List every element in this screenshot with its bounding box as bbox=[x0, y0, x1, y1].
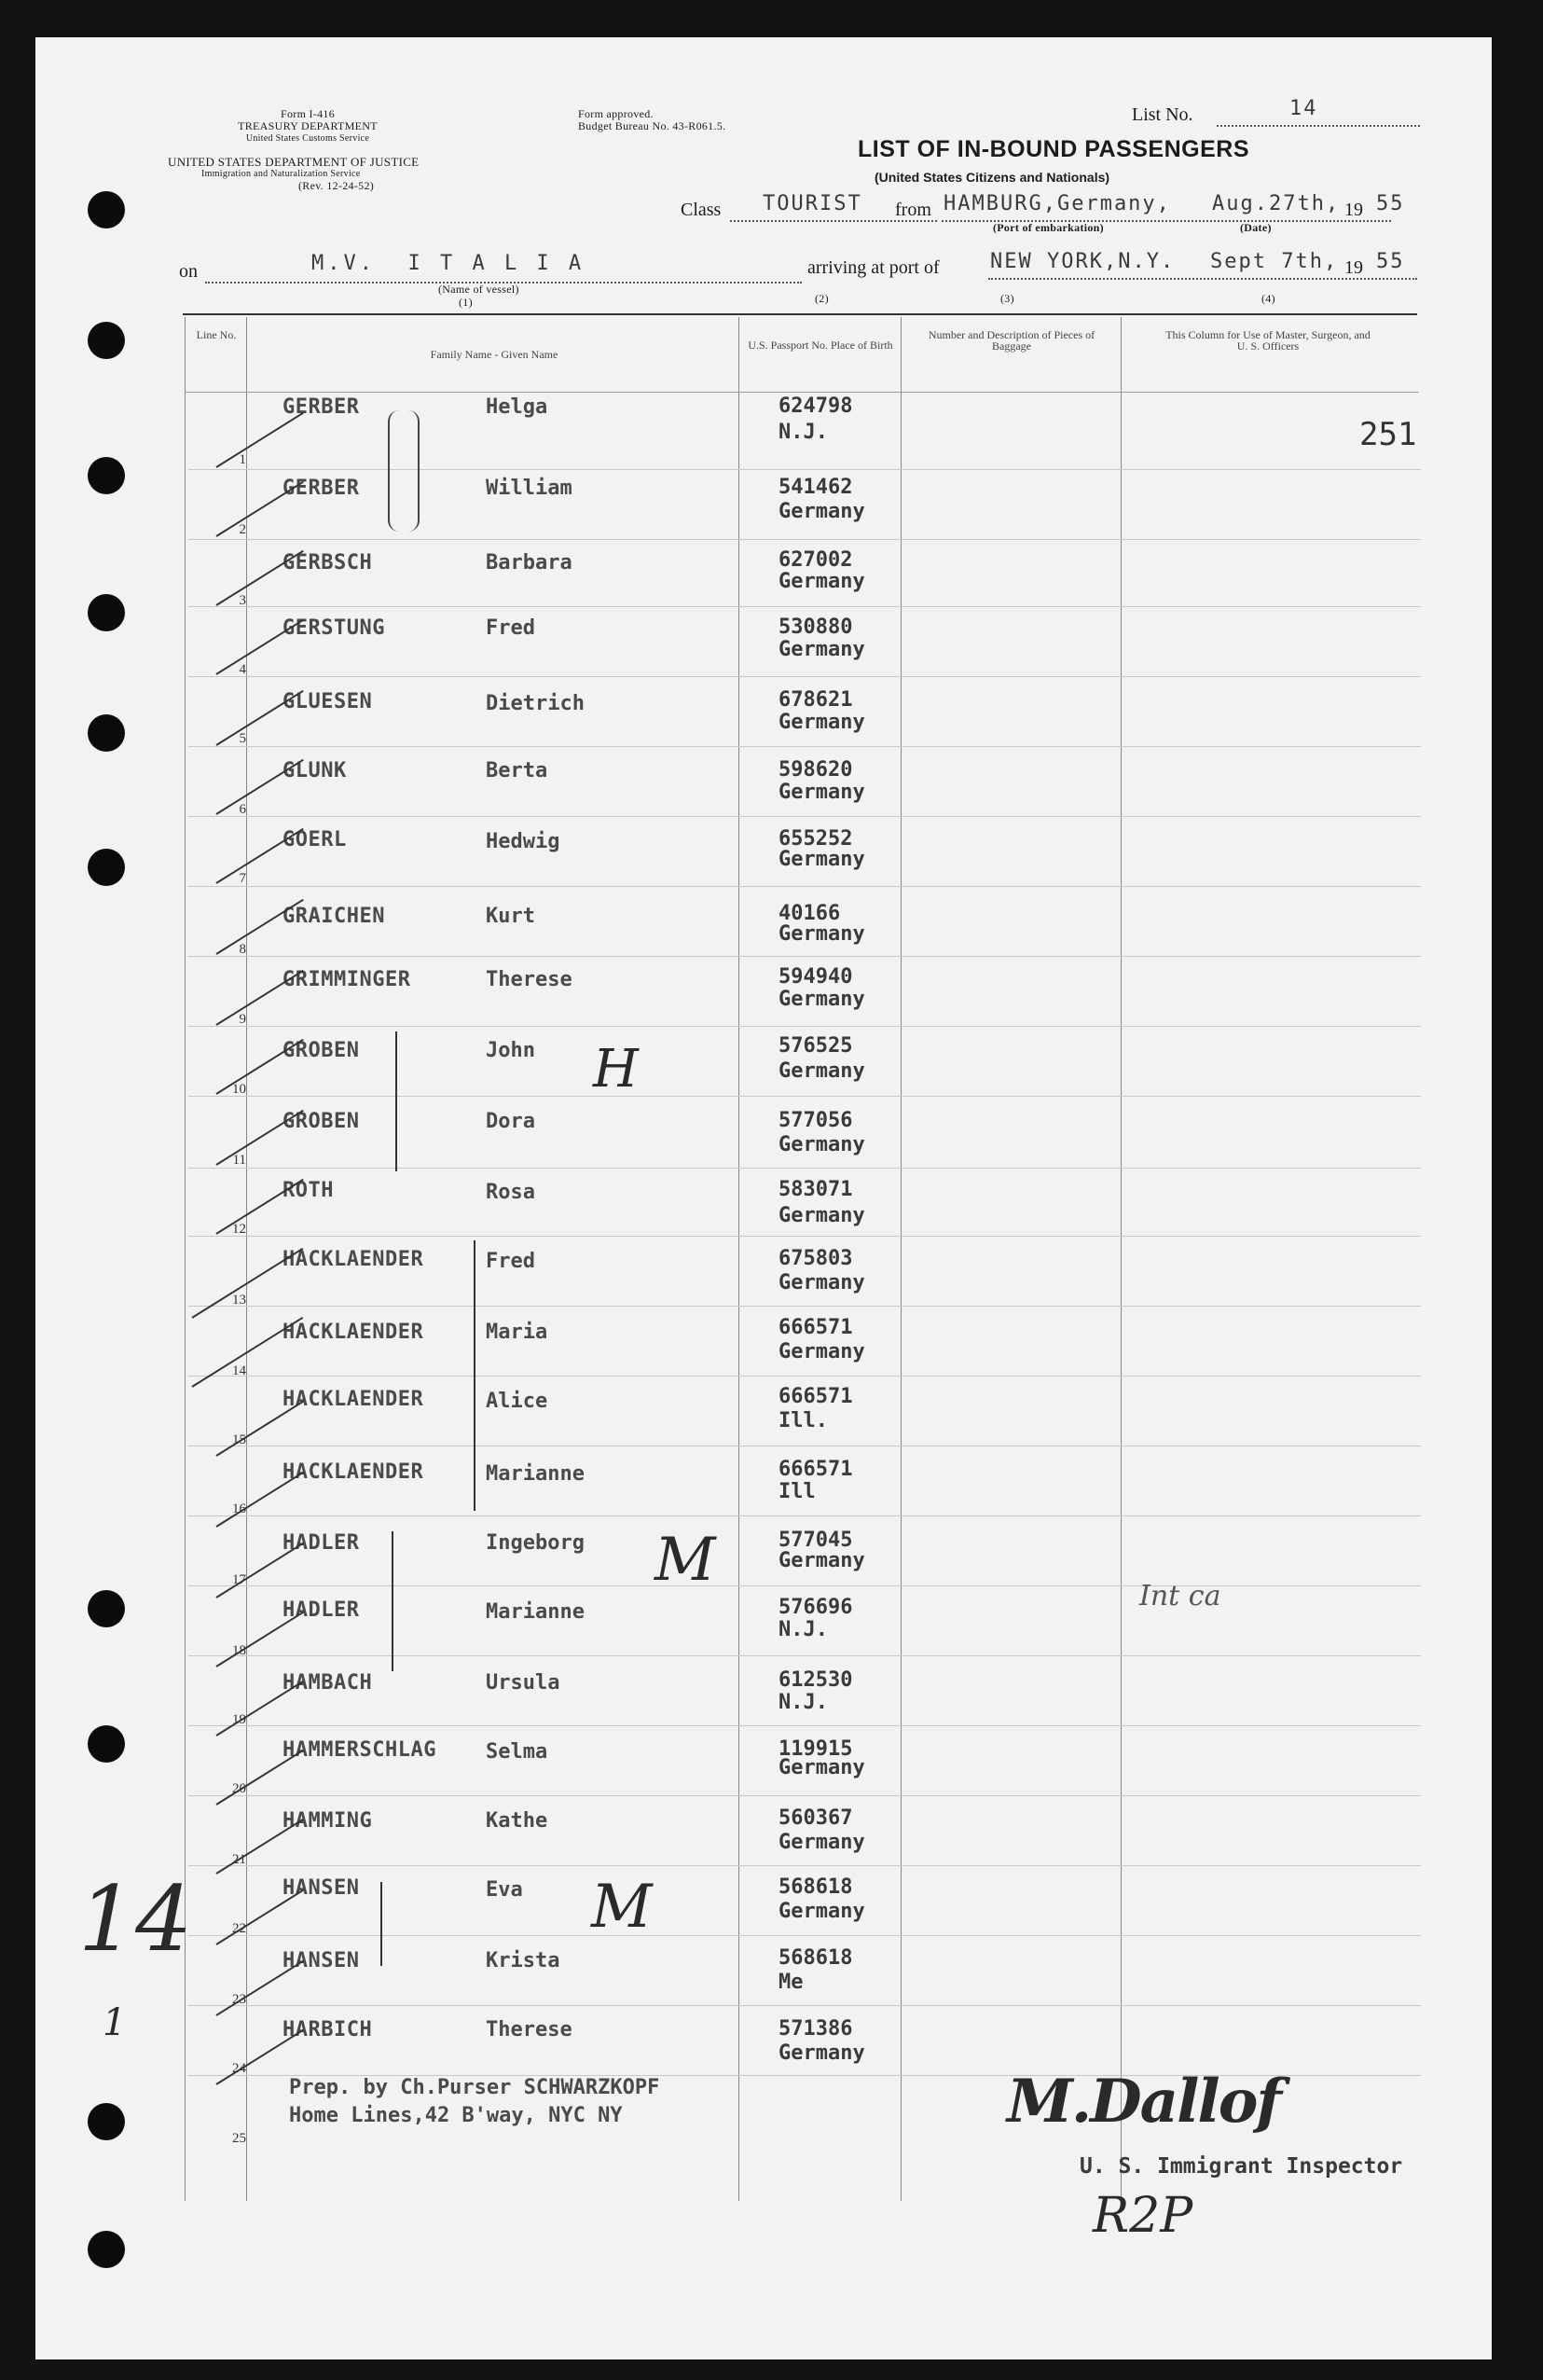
given-name: Therese bbox=[486, 2018, 572, 2041]
col-header-passport: U.S. Passport No. Place of Birth bbox=[748, 339, 893, 352]
passport-number: 577056 bbox=[778, 1109, 853, 1132]
stamp-number: 251 bbox=[1359, 416, 1417, 453]
family-bracket bbox=[474, 1240, 475, 1511]
row-rule bbox=[188, 746, 1421, 747]
family-name: HAMMING bbox=[282, 1809, 373, 1833]
passport-number: 594940 bbox=[778, 965, 853, 989]
given-name: Berta bbox=[486, 759, 548, 782]
line-number: 19 bbox=[232, 1712, 246, 1727]
list-number-label: List No. bbox=[1132, 104, 1193, 125]
family-name: HACKLAENDER bbox=[282, 1248, 424, 1271]
form-revision: (Rev. 12-24-52) bbox=[298, 179, 375, 192]
place-of-birth: Ill. bbox=[778, 1409, 828, 1432]
line-number: 24 bbox=[232, 2061, 246, 2076]
ins-service: Immigration and Naturalization Service bbox=[201, 169, 361, 179]
place-of-birth: Germany bbox=[778, 1756, 865, 1779]
line-number: 4 bbox=[239, 662, 246, 677]
list-number-value: 14 bbox=[1289, 97, 1318, 120]
given-name: Eva bbox=[486, 1878, 523, 1902]
binder-hole bbox=[88, 457, 125, 494]
family-name: GRAICHEN bbox=[282, 905, 385, 928]
line-number: 18 bbox=[232, 1643, 246, 1658]
binder-hole bbox=[88, 2231, 125, 2268]
line-number: 23 bbox=[232, 1992, 246, 2007]
handwritten-note: Int ca bbox=[1139, 1580, 1221, 1612]
given-name: Krista bbox=[486, 1949, 560, 1972]
place-of-birth: Germany bbox=[778, 1059, 865, 1083]
line-number: 13 bbox=[232, 1293, 246, 1308]
row-rule bbox=[188, 1935, 1421, 1936]
col-divider-baggage bbox=[1121, 317, 1122, 2201]
form-approved: Form approved. bbox=[578, 107, 654, 120]
inspector-signature: M.Dallof bbox=[1007, 2067, 1280, 2137]
given-name: Kurt bbox=[486, 905, 535, 928]
line-number: 5 bbox=[239, 731, 246, 746]
treasury-dept: TREASURY DEPARTMENT bbox=[238, 119, 378, 132]
margin-number: 14 bbox=[78, 1867, 193, 1972]
family-name: GOERL bbox=[282, 828, 347, 851]
family-bracket bbox=[395, 1031, 397, 1171]
place-of-birth: Germany bbox=[778, 2041, 865, 2065]
place-of-birth: Germany bbox=[778, 1831, 865, 1854]
inspector-title: U. S. Immigrant Inspector bbox=[1080, 2154, 1403, 2179]
passport-number: 571386 bbox=[778, 2017, 853, 2041]
given-name: Dora bbox=[486, 1110, 535, 1133]
passport-number: 577045 bbox=[778, 1529, 853, 1552]
row-rule bbox=[188, 606, 1421, 607]
line-number: 1 bbox=[239, 452, 246, 467]
binder-hole bbox=[88, 1590, 125, 1627]
line-number: 9 bbox=[239, 1012, 246, 1027]
date-caption: (Date) bbox=[1240, 221, 1272, 234]
place-of-birth: Germany bbox=[778, 1133, 865, 1156]
given-name: Maria bbox=[486, 1321, 548, 1344]
page-subtitle: (United States Citizens and Nationals) bbox=[875, 170, 1110, 185]
port-embarkation-caption: (Port of embarkation) bbox=[993, 221, 1104, 234]
row-rule bbox=[188, 956, 1421, 957]
given-name: Ursula bbox=[486, 1671, 560, 1695]
place-of-birth: N.J. bbox=[778, 421, 828, 444]
family-name: GRIMMINGER bbox=[282, 968, 411, 991]
family-name: HACKLAENDER bbox=[282, 1388, 424, 1411]
row-rule bbox=[188, 1096, 1421, 1097]
vessel-name: M.V. I T A L I A bbox=[311, 252, 586, 275]
row-rule bbox=[188, 816, 1421, 817]
family-name: HADLER bbox=[282, 1531, 360, 1555]
family-name: HANSEN bbox=[282, 1876, 360, 1900]
family-name: ROTH bbox=[282, 1179, 334, 1202]
from-label: from bbox=[895, 200, 931, 220]
row-rule bbox=[188, 1585, 1421, 1586]
year-prefix-2: 19 bbox=[1344, 257, 1363, 278]
row-rule bbox=[188, 1236, 1421, 1237]
row-rule bbox=[188, 1515, 1421, 1516]
passport-number: 568618 bbox=[778, 1946, 853, 1970]
given-name: Rosa bbox=[486, 1181, 535, 1204]
passport-number: 576525 bbox=[778, 1034, 853, 1058]
col-divider-name bbox=[738, 317, 739, 2201]
passport-number: 119915 bbox=[778, 1737, 853, 1761]
passport-number: 568618 bbox=[778, 1875, 853, 1899]
binder-hole bbox=[88, 191, 125, 228]
page-title: LIST OF IN-BOUND PASSENGERS bbox=[858, 136, 1250, 162]
family-name: GERBSCH bbox=[282, 551, 373, 574]
given-name: Ingeborg bbox=[486, 1531, 585, 1555]
family-name: GLUESEN bbox=[282, 690, 373, 713]
customs-service: United States Customs Service bbox=[245, 133, 370, 144]
line-number: 6 bbox=[239, 802, 246, 817]
family-name: GERSTUNG bbox=[282, 616, 385, 640]
given-name: Dietrich bbox=[486, 692, 585, 715]
binder-hole bbox=[88, 322, 125, 359]
place-of-birth: N.J. bbox=[778, 1618, 828, 1641]
place-of-birth: Germany bbox=[778, 1900, 865, 1923]
line-number: 22 bbox=[232, 1921, 246, 1936]
family-name: HACKLAENDER bbox=[282, 1460, 424, 1484]
year-prefix-1: 19 bbox=[1344, 200, 1363, 220]
place-of-birth: Germany bbox=[778, 638, 865, 661]
binder-hole bbox=[88, 849, 125, 886]
preparer-line-2: Home Lines,42 B'way, NYC NY bbox=[289, 2104, 623, 2127]
passport-number: 612530 bbox=[778, 1668, 853, 1692]
given-name: Selma bbox=[486, 1740, 548, 1764]
place-of-birth: Germany bbox=[778, 1340, 865, 1363]
justice-dept-block bbox=[168, 156, 541, 192]
place-of-birth: Germany bbox=[778, 848, 865, 871]
family-bracket-scribble bbox=[388, 410, 420, 532]
preparer-line-1: Prep. by Ch.Purser SCHWARZKOPF bbox=[289, 2076, 660, 2099]
given-name: Alice bbox=[486, 1390, 548, 1413]
binder-hole bbox=[88, 2103, 125, 2140]
family-name: GROBEN bbox=[282, 1110, 360, 1133]
passport-number: 655252 bbox=[778, 827, 853, 851]
given-name: Therese bbox=[486, 968, 572, 991]
arrival-date: Sept 7th, bbox=[1210, 250, 1339, 273]
given-name: Hedwig bbox=[486, 830, 560, 853]
given-name: Barbara bbox=[486, 551, 572, 574]
year-2: 55 bbox=[1376, 250, 1405, 273]
col-header-baggage: Number and Description of Pieces of Baggage bbox=[928, 328, 1095, 353]
passport-number: 40166 bbox=[778, 902, 841, 925]
passport-number: 530880 bbox=[778, 616, 853, 639]
passport-number: 583071 bbox=[778, 1178, 853, 1201]
line-number: 3 bbox=[239, 593, 246, 608]
header-rule bbox=[185, 392, 1419, 393]
passport-number: 598620 bbox=[778, 758, 853, 782]
on-label: on bbox=[179, 261, 198, 282]
given-name: Fred bbox=[486, 616, 535, 640]
col-divider-passport bbox=[901, 317, 902, 2201]
row-rule bbox=[188, 1655, 1421, 1656]
vessel-caption: (Name of vessel) bbox=[438, 283, 519, 296]
family-bracket bbox=[392, 1531, 393, 1671]
row-rule bbox=[188, 1168, 1421, 1169]
col-header-name: Family Name - Given Name bbox=[430, 348, 558, 361]
passport-number: 576696 bbox=[778, 1596, 853, 1619]
line-number: 7 bbox=[239, 871, 246, 886]
inspector-initials: R2P bbox=[1093, 2188, 1193, 2244]
passport-number: 541462 bbox=[778, 476, 853, 499]
row-rule bbox=[188, 539, 1421, 540]
passport-number: 675803 bbox=[778, 1247, 853, 1270]
row-rule bbox=[188, 1725, 1421, 1726]
family-name: GERBER bbox=[282, 477, 360, 500]
line-number: 2 bbox=[239, 522, 246, 537]
arriving-label: arriving at port of bbox=[807, 257, 940, 278]
place-of-birth: N.J. bbox=[778, 1691, 828, 1714]
place-of-birth: Germany bbox=[778, 1549, 865, 1572]
family-name: HARBICH bbox=[282, 2018, 373, 2041]
caption-2: (2) bbox=[815, 292, 829, 305]
place-of-birth: Germany bbox=[778, 1271, 865, 1294]
list-number-dots bbox=[1217, 125, 1420, 127]
family-bracket bbox=[380, 1882, 382, 1966]
place-of-birth: Me bbox=[778, 1971, 804, 1994]
justice-dept: UNITED STATES DEPARTMENT OF JUSTICE bbox=[168, 155, 420, 169]
line-number: 15 bbox=[232, 1432, 246, 1447]
line-number: 17 bbox=[232, 1572, 246, 1587]
family-name: HADLER bbox=[282, 1598, 360, 1622]
place-of-birth: Germany bbox=[778, 570, 865, 593]
col-header-officers: This Column for Use of Master, Surgeon, and U. S. Officers bbox=[1165, 328, 1371, 353]
line-number: 11 bbox=[232, 1153, 246, 1168]
form-approved-block bbox=[578, 108, 725, 132]
given-name: Kathe bbox=[486, 1809, 548, 1833]
place-of-birth: Ill bbox=[778, 1480, 816, 1503]
place-of-birth: Germany bbox=[778, 988, 865, 1011]
binder-hole bbox=[88, 594, 125, 631]
embarkation-port: HAMBURG,Germany, bbox=[944, 192, 1171, 215]
given-name: William bbox=[486, 477, 572, 500]
caption-3: (3) bbox=[1000, 292, 1014, 305]
passport-number: 678621 bbox=[778, 688, 853, 712]
row-rule bbox=[188, 2005, 1421, 2006]
row-rule bbox=[188, 1306, 1421, 1307]
row-rule bbox=[188, 1795, 1421, 1796]
col-header-line: Line No. bbox=[196, 328, 237, 341]
family-name: HAMMERSCHLAG bbox=[282, 1738, 436, 1762]
row-rule bbox=[188, 1376, 1421, 1377]
place-of-birth: Germany bbox=[778, 711, 865, 734]
handwritten-m-1: M bbox=[654, 1526, 716, 1595]
place-of-birth: Germany bbox=[778, 500, 865, 523]
passport-number: 666571 bbox=[778, 1458, 853, 1481]
form-number: Form I-416 bbox=[281, 107, 335, 120]
year-1: 55 bbox=[1376, 192, 1405, 215]
line-number: 20 bbox=[232, 1781, 246, 1796]
passport-number: 624798 bbox=[778, 394, 853, 418]
form-header-left bbox=[168, 108, 448, 145]
binder-hole bbox=[88, 714, 125, 752]
binder-hole bbox=[88, 1725, 125, 1763]
line-number: 12 bbox=[232, 1222, 246, 1237]
caption-1: (1) bbox=[459, 296, 473, 309]
given-name: Helga bbox=[486, 395, 548, 419]
family-name: HACKLAENDER bbox=[282, 1321, 424, 1344]
class-value: TOURIST bbox=[763, 192, 862, 215]
class-label: Class bbox=[681, 200, 722, 220]
arrival-port: NEW YORK,N.Y. bbox=[990, 250, 1176, 273]
place-of-birth: Germany bbox=[778, 922, 865, 946]
col-divider-line bbox=[246, 317, 247, 2201]
passport-number: 666571 bbox=[778, 1316, 853, 1339]
family-name: HAMBACH bbox=[282, 1671, 373, 1695]
passport-number: 666571 bbox=[778, 1385, 853, 1408]
margin-mark: 1 bbox=[103, 2001, 127, 2044]
line-number: 14 bbox=[232, 1363, 246, 1378]
row-rule bbox=[188, 886, 1421, 887]
given-name: Fred bbox=[486, 1250, 535, 1273]
given-name: Marianne bbox=[486, 1600, 585, 1624]
row-rule bbox=[188, 1865, 1421, 1866]
row-rule bbox=[188, 469, 1421, 470]
line-number: 8 bbox=[239, 942, 246, 957]
passport-number: 560367 bbox=[778, 1806, 853, 1830]
row-rule bbox=[188, 1026, 1421, 1027]
given-name: John bbox=[486, 1039, 535, 1062]
caption-4: (4) bbox=[1261, 292, 1275, 305]
place-of-birth: Germany bbox=[778, 1204, 865, 1227]
line-number-25: 25 bbox=[232, 2131, 246, 2146]
family-name: HANSEN bbox=[282, 1949, 360, 1972]
row-rule bbox=[188, 676, 1421, 677]
place-of-birth: Germany bbox=[778, 781, 865, 804]
handwritten-h: H bbox=[593, 1039, 639, 1100]
line-number: 10 bbox=[232, 1082, 246, 1097]
line-number: 16 bbox=[232, 1501, 246, 1516]
family-name: GERBER bbox=[282, 395, 360, 419]
embarkation-date: Aug.27th, bbox=[1212, 192, 1341, 215]
passport-number: 627002 bbox=[778, 548, 853, 572]
family-name: GLUNK bbox=[282, 759, 347, 782]
family-name: GROBEN bbox=[282, 1039, 360, 1062]
line-number: 21 bbox=[232, 1852, 246, 1867]
handwritten-m-2: M bbox=[591, 1873, 653, 1942]
given-name: Marianne bbox=[486, 1462, 585, 1486]
budget-bureau: Budget Bureau No. 43-R061.5. bbox=[578, 119, 726, 132]
